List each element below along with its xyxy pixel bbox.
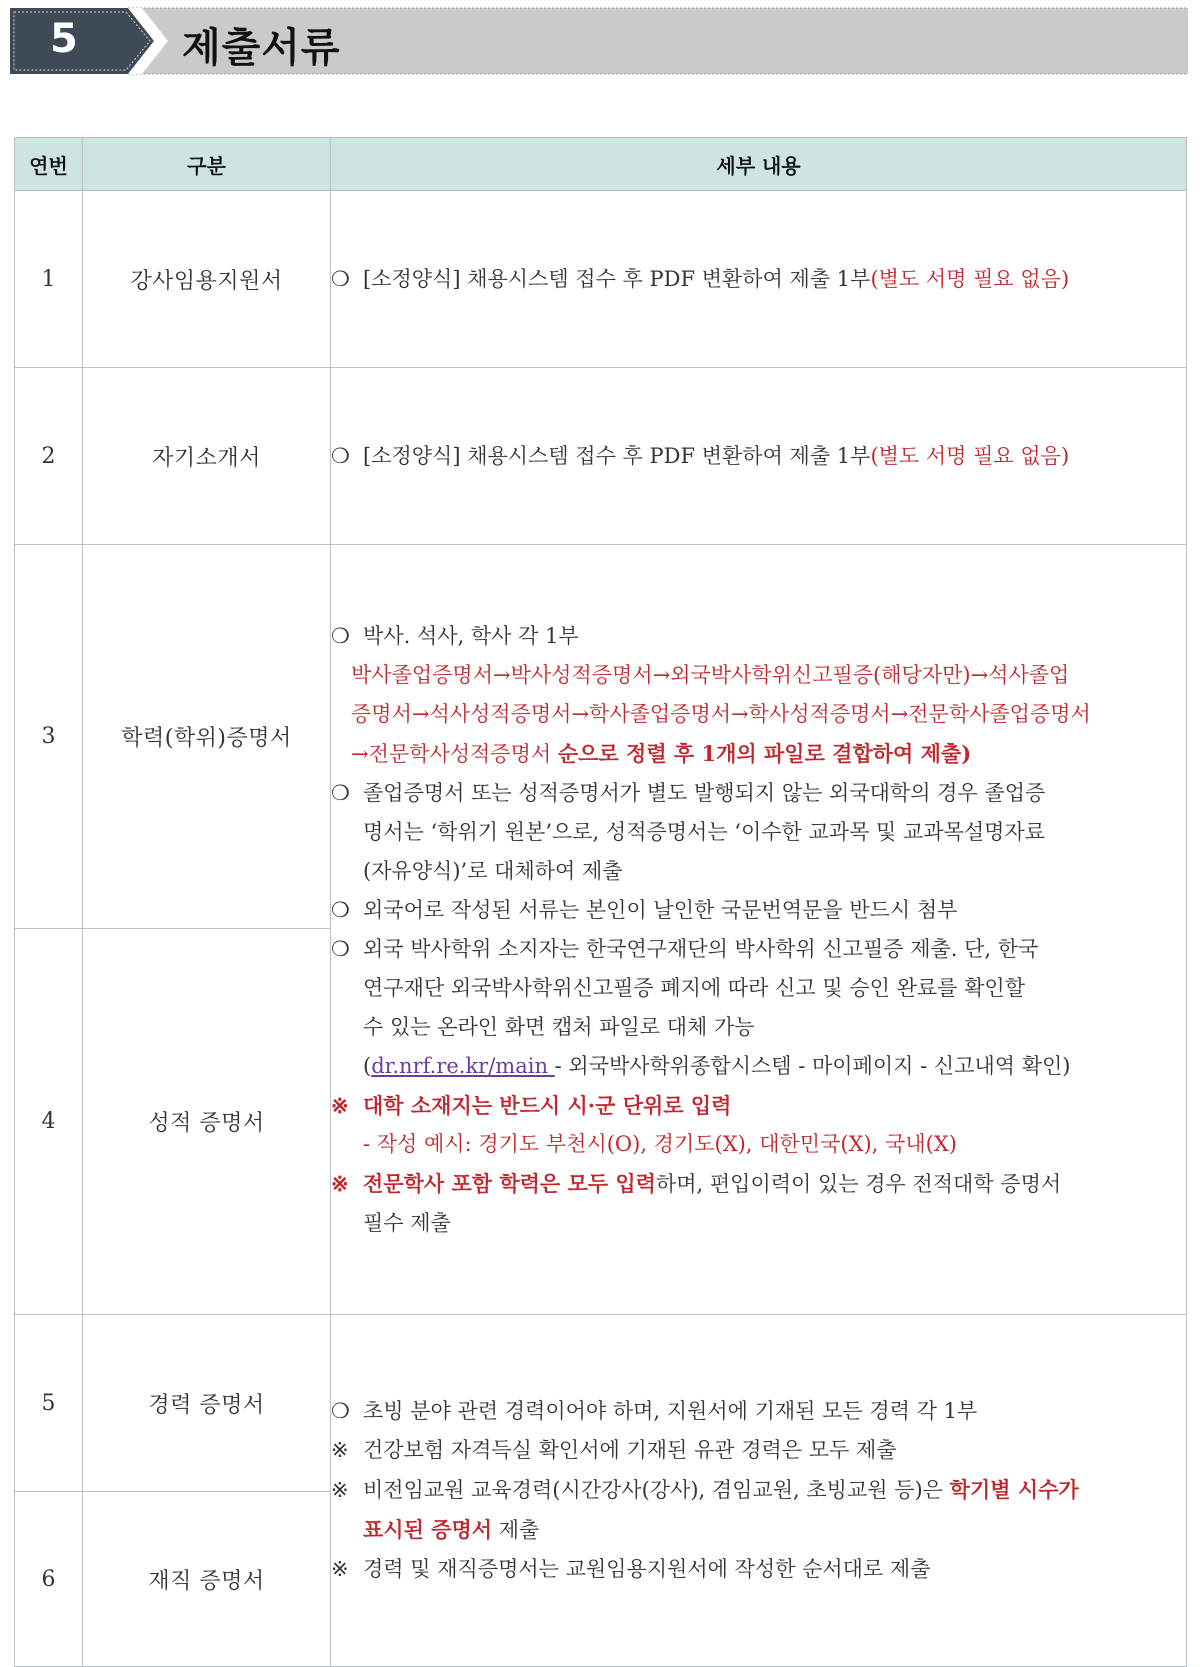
circle-bullet-icon: ❍ xyxy=(331,623,350,648)
documents-table xyxy=(14,137,1187,1667)
row-details-career: ❍ 초빙 분야 관련 경력이어야 하며, 지원서에 기재된 모든 경력 각 1부 ※ 건강보험 자격득실 확인서에 기재된 유관 경력은 모두 제출 ※ 비전임교원 교육경력(시간강사(강사), 겸임교원, 초빙교원 등)은 학기별 시수가 표시된 증명서 제출 ※ 경력 및 재직증명서는 교원임용지원서에 작성한 순서대로 제출 xyxy=(331,1315,1187,1667)
reference-mark-icon: ※ xyxy=(331,1092,349,1118)
header-no: 연번 xyxy=(15,138,83,191)
reference-mark-icon: ※ xyxy=(331,1557,349,1581)
row-number: 1 xyxy=(15,191,83,368)
section-title: 제출서류 xyxy=(182,25,341,71)
table-row xyxy=(15,368,1187,545)
circle-bullet-icon: ❍ xyxy=(331,897,350,922)
row-details: ❍ [소정양식] 채용시스템 접수 후 PDF 변환하여 제출 1부(별도 서명 필요 없음) xyxy=(331,191,1187,368)
circle-bullet-icon: ❍ xyxy=(331,1399,350,1423)
table-header-row xyxy=(15,138,1187,191)
table-row xyxy=(15,1315,1187,1492)
row-number: 6 xyxy=(15,1492,83,1667)
reference-mark-icon: ※ xyxy=(331,1478,349,1502)
section-header xyxy=(10,6,1190,78)
row-category: 강사임용지원서 xyxy=(83,191,331,368)
row-category: 학력(학위)증명서 xyxy=(83,545,331,929)
row-details-education: ❍ 박사. 석사, 학사 각 1부 박사졸업증명서→박사성적증명서→외국박사학위신고필증(해당자만)→석사졸업 증명서→석사성적증명서→학사졸업증명서→학사성적증명서→전문학사졸업증명서 →전문학사성적증명서 순으로 정렬 후 1개의 파일로 결합하여 제출) ❍ 졸업증명서 또는 성적증명서가 별도 발행되지 않는 외국대학의 경우 졸업증 명서는 ‘학위기 원본’으로, 성적증명서는 ‘이수한 교과목 및 교과목설명자료 (자유양식)’로 대체하여 제출 ❍ 외국어로 작성된 서류는 본인이 날인한 국문번역문을 반드시 첨부 ❍ 외국 박사학위 소지자는 한국연구재단의 박사학위 신고필증 제출. 단, 한국 연구재단 외국박사학위신고필증 폐지에 따라 신고 및 승인 완료를 확인할 수 있는 온라인 화면 캡처 파일로 대체 가능 (dr.nrf.re.kr/main - 외국박사학위종합시스템 - 마이페이지 - 신고내역 확인) ※ 대학 소재지는 반드시 시·군 단위로 입력 - 작성 예시: 경기도 부천시(O), 경기도(X), 대한민국(X), 국내(X) ※ 전문학사 포함 학력은 모두 입력하며, 편입이력이 있는 경우 전적대학 증명서 필수 제출 xyxy=(331,545,1187,1315)
table-row xyxy=(15,545,1187,929)
section-number: 5 xyxy=(50,16,78,62)
row-details: ❍ [소정양식] 채용시스템 접수 후 PDF 변환하여 제출 1부(별도 서명 필요 없음) xyxy=(331,368,1187,545)
row-category: 경력 증명서 xyxy=(83,1315,331,1492)
circle-bullet-icon: ❍ xyxy=(331,266,350,291)
row-category: 재직 증명서 xyxy=(83,1492,331,1667)
row-category: 성적 증명서 xyxy=(83,929,331,1315)
reference-mark-icon: ※ xyxy=(331,1438,349,1462)
circle-bullet-icon: ❍ xyxy=(331,780,350,805)
nrf-link[interactable]: dr.nrf.re.kr/main xyxy=(371,1053,555,1078)
row-number: 2 xyxy=(15,368,83,545)
table-row xyxy=(15,191,1187,368)
row-number: 4 xyxy=(15,929,83,1315)
row-number: 3 xyxy=(15,545,83,929)
reference-mark-icon: ※ xyxy=(331,1170,349,1196)
circle-bullet-icon: ❍ xyxy=(331,443,350,468)
row-number: 5 xyxy=(15,1315,83,1492)
circle-bullet-icon: ❍ xyxy=(331,936,350,961)
row-category: 자기소개서 xyxy=(83,368,331,545)
header-details: 세부 내용 xyxy=(331,138,1187,191)
header-category: 구분 xyxy=(83,138,331,191)
